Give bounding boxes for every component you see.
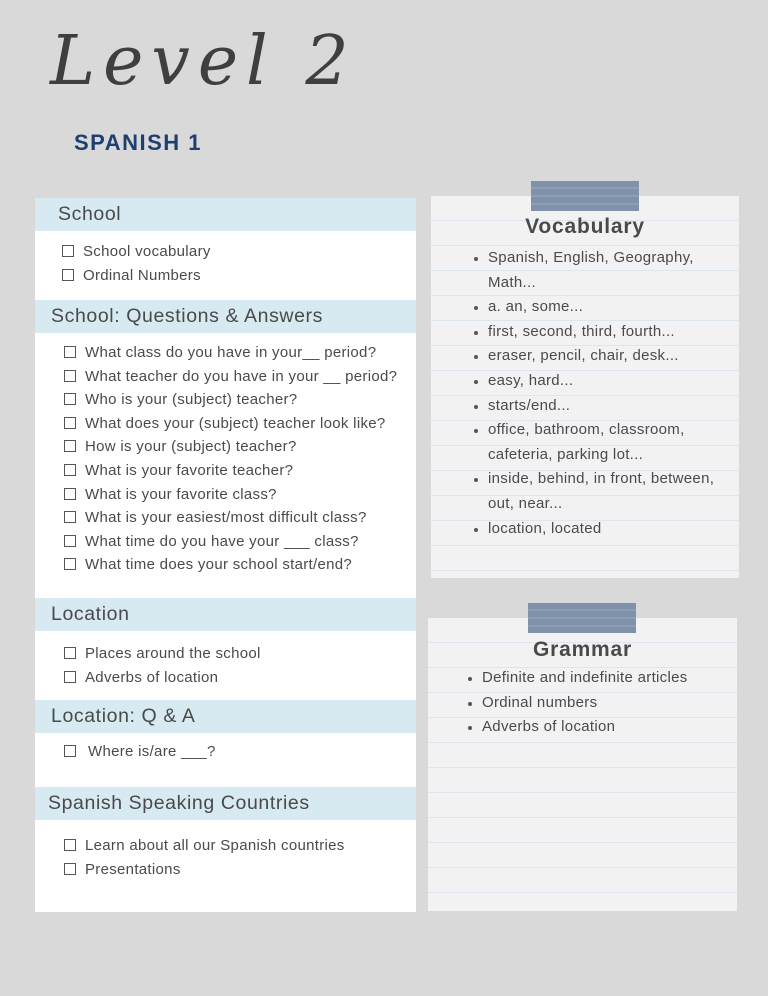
checkbox-icon[interactable]	[64, 511, 76, 523]
list-item: Adverbs of location	[468, 715, 728, 740]
list-item: location, located	[474, 517, 719, 542]
school-checklist	[62, 240, 211, 287]
checkbox-icon[interactable]	[62, 245, 74, 257]
grammar-tape	[528, 603, 636, 633]
checkbox-icon[interactable]	[64, 346, 76, 358]
checklist-item: How is your (subject) teacher?	[64, 435, 397, 459]
checklist-item: Where is/are ___?	[64, 740, 216, 764]
checklist-item: Who is your (subject) teacher?	[64, 388, 397, 412]
checklist-item: What time does your school start/end?	[64, 553, 397, 577]
checkbox-icon[interactable]	[64, 863, 76, 875]
list-item: a. an, some...	[474, 295, 719, 320]
location-qa-checklist	[64, 740, 216, 764]
section-header-location-qa: Location: Q & A	[35, 700, 416, 733]
vocabulary-card	[431, 196, 739, 578]
checkbox-icon[interactable]	[64, 647, 76, 659]
list-item: Definite and indefinite articles	[468, 666, 728, 691]
list-item: office, bathroom, classroom, cafeteria, parking lot...	[474, 418, 719, 467]
checkbox-icon[interactable]	[64, 558, 76, 570]
list-item: Spanish, English, Geography, Math...	[474, 246, 719, 295]
checklist-item: What is your favorite teacher?	[64, 459, 397, 483]
list-item: eraser, pencil, chair, desk...	[474, 344, 719, 369]
list-item: inside, behind, in front, between, out, near...	[474, 467, 719, 516]
checkbox-icon[interactable]	[64, 535, 76, 547]
checklist-item: Places around the school	[64, 642, 261, 666]
section-header-countries: Spanish Speaking Countries	[35, 787, 416, 820]
checkbox-icon[interactable]	[64, 440, 76, 452]
checkbox-icon[interactable]	[64, 370, 76, 382]
checklist-item: School vocabulary	[62, 240, 211, 264]
checklist-item: What time do you have your ___ class?	[64, 530, 397, 554]
checkbox-icon[interactable]	[64, 671, 76, 683]
page-title: Level 2	[50, 22, 357, 101]
checklist-item: What teacher do you have in your __ period?	[64, 365, 397, 389]
list-item: Ordinal numbers	[468, 691, 728, 716]
section-header-school: School	[35, 198, 416, 231]
grammar-title: Grammar	[533, 638, 632, 661]
checklist-item: Learn about all our Spanish countries	[64, 834, 345, 858]
grammar-list	[468, 666, 728, 740]
checklist-item: What does your (subject) teacher look like?	[64, 412, 397, 436]
vocabulary-title: Vocabulary	[525, 215, 645, 238]
list-item: easy, hard...	[474, 369, 719, 394]
countries-checklist	[64, 834, 345, 881]
location-checklist	[64, 642, 261, 689]
topics-panel	[35, 198, 416, 912]
section-header-school-qa: School: Questions & Answers	[35, 300, 416, 333]
list-item: starts/end...	[474, 394, 719, 419]
section-header-location: Location	[35, 598, 416, 631]
checkbox-icon[interactable]	[64, 393, 76, 405]
checklist-item: Presentations	[64, 858, 345, 882]
checkbox-icon[interactable]	[64, 464, 76, 476]
checkbox-icon[interactable]	[64, 488, 76, 500]
checklist-item: What class do you have in your__ period?	[64, 341, 397, 365]
checklist-item: Adverbs of location	[64, 666, 261, 690]
grammar-card	[428, 618, 737, 911]
checkbox-icon[interactable]	[64, 417, 76, 429]
checklist-item: Ordinal Numbers	[62, 264, 211, 288]
page-subtitle: SPANISH 1	[74, 130, 203, 155]
vocabulary-tape	[531, 181, 639, 211]
school-qa-checklist	[64, 341, 397, 577]
vocabulary-list	[474, 246, 719, 541]
checklist-item: What is your favorite class?	[64, 483, 397, 507]
checkbox-icon[interactable]	[64, 839, 76, 851]
list-item: first, second, third, fourth...	[474, 320, 719, 345]
checkbox-icon[interactable]	[64, 745, 76, 757]
checklist-item: What is your easiest/most difficult class?	[64, 506, 397, 530]
checkbox-icon[interactable]	[62, 269, 74, 281]
